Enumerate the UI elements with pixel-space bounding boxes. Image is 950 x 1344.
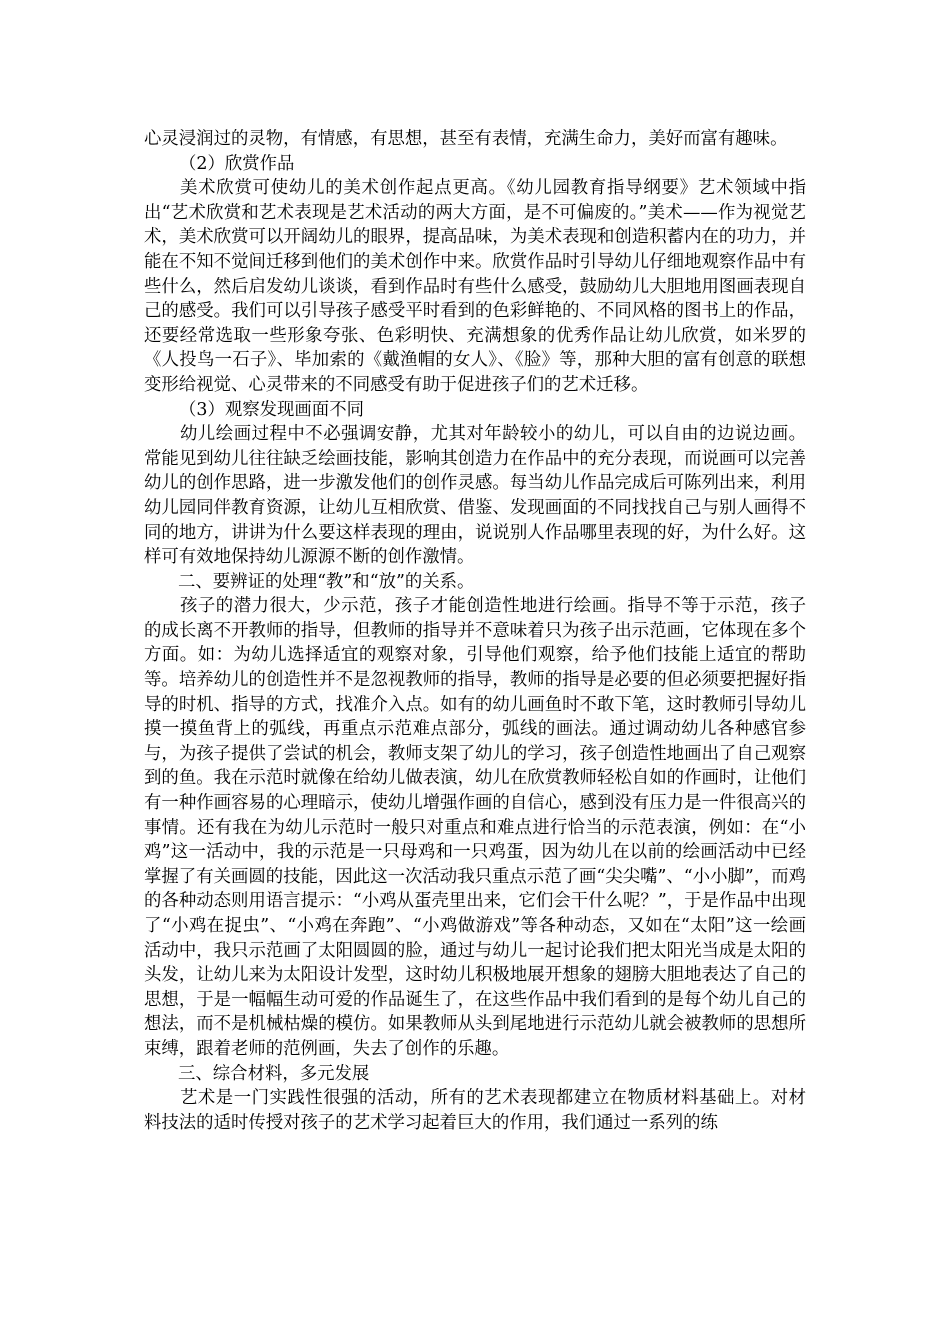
section-heading-teach-release: 二、要辨证的处理“教”和“放”的关系。 xyxy=(178,571,475,592)
paragraph-materials: 艺术是一门实践性很强的活动，所有的艺术表现都建立在物质材料基础上。对材料技法的适时传授对孩子的艺术学习起着巨大的作用，我们通过一系列的练 xyxy=(144,1088,806,1133)
paragraph-demonstration: 孩子的潜力很大，少示范，孩子才能创造性地进行绘画。指导不等于示范，孩子的成长离不开教师的指导，但教师的指导并不意味着只为孩子出示范画，它体现在多个方面。如：为幼儿选择适宜的观察对象，引导他们观察，给予他们技能上适宜的帮助等。培养幼儿的创造性并不是忽视教师的指导，教师的指导是必要的但必须要把握好指导的时机、指导的方式，找准介入点。如有的幼儿画鱼时不敢下笔，这时教师引导幼儿摸一摸鱼背上的弧线，再重点示范难点部分，弧线的画法。通过调动幼儿各种感官参与，为孩子提供了尝试的机会，教师支架了幼儿的学习，孩子创造性地画出了自己观察到的鱼。我在示范时就像在给幼儿做表演，幼儿在欣赏教师轻松自如的作画时，让他们有一种作画容易的心理暗示，使幼儿增强作画的自信心，感到没有压力是一件很高兴的事情。还有我在为幼儿示范时一般只对重点和难点进行恰当的示范表演，例如：在“小鸡”这一活动中，我的示范是一只母鸡和一只鸡蛋，因为幼儿在以前的绘画活动中已经掌握了有关画圆的技能，因此这一次活动我只重点示范了画“尖尖嘴”、“小小脚”，而鸡的各种动态则用语言提示：“小鸡从蛋壳里出来，它们会干什么呢？”，于是作品中出现了“小鸡在捉虫”、“小鸡在奔跑”、“小鸡做游戏”等各种动态，又如在“太阳”这一绘画活动中，我只示范画了太阳圆圆的脸，通过与幼儿一起讨论我们把太阳光当成是太阳的头发，让幼儿来为太阳设计发型，这时幼儿积极地展开想象的翅膀大胆地表达了自己的思想，于是一幅幅生动可爱的作品诞生了，在这些作品中我们看到的是每个幼儿自己的想法，而不是机械枯燥的模仿。如果教师从头到尾地进行示范幼儿就会被教师的思想所束缚，跟着老师的范例画，失去了创作的乐趣。 xyxy=(144,596,806,1059)
section-heading-materials: 三、综合材料，多元发展 xyxy=(178,1063,370,1084)
subheading-observe-differences: （3）观察发现画面不同 xyxy=(179,399,364,420)
subheading-appreciate-works: （2）欣赏作品 xyxy=(179,153,295,174)
document-body xyxy=(144,127,806,1135)
paragraph-art-appreciation: 美术欣赏可使幼儿的美术创作起点更高。《幼儿园教育指导纲要》艺术领域中指出“艺术欣赏和艺术表现是艺术活动的两大方面，是不可偏废的。”美术——作为视觉艺术，美术欣赏可以开阔幼儿的眼界，提高品味，为美术表现和创造积蓄内在的功力，并能在不知不觉间迁移到他们的美术创作中来。欣赏作品时引导幼儿仔细地观察作品中有些什么，然后启发幼儿谈谈，看到作品时有些什么感受，鼓励幼儿大胆地用图画表现自己的感受。我们可以引导孩子感受平时看到的色彩鲜艳的、不同风格的图书上的作品，还要经常选取一些形象夸张、色彩明快、充满想象的优秀作品让幼儿欣赏，如米罗的《人投鸟一石子》、毕加索的《戴渔帽的女人》、《脸》等，那种大胆的富有创意的联想变形给视觉、心灵带来的不同感受有助于促进孩子们的艺术迁移。 xyxy=(144,178,806,395)
paragraph-continuation: 心灵浸润过的灵物，有情感，有思想，甚至有表情，充满生命力，美好而富有趣味。 xyxy=(144,129,788,149)
paragraph-drawing-talking: 幼儿绘画过程中不必强调安静，尤其对年龄较小的幼儿，可以自由的边说边画。常能见到幼儿往往缺乏绘画技能，影响其创造力在作品中的充分表现，而说画可以完善幼儿的创作思路，进一步激发他们的创作灵感。每当幼儿作品完成后可陈列出来，利用幼儿园同伴教育资源，让幼儿互相欣赏、借鉴、发现画面的不同找找自己与别人画得不同的地方，讲讲为什么要这样表现的理由，说说别人作品哪里表现的好，为什么好。这样可有效地保持幼儿源源不断的创作激情。 xyxy=(144,424,806,568)
